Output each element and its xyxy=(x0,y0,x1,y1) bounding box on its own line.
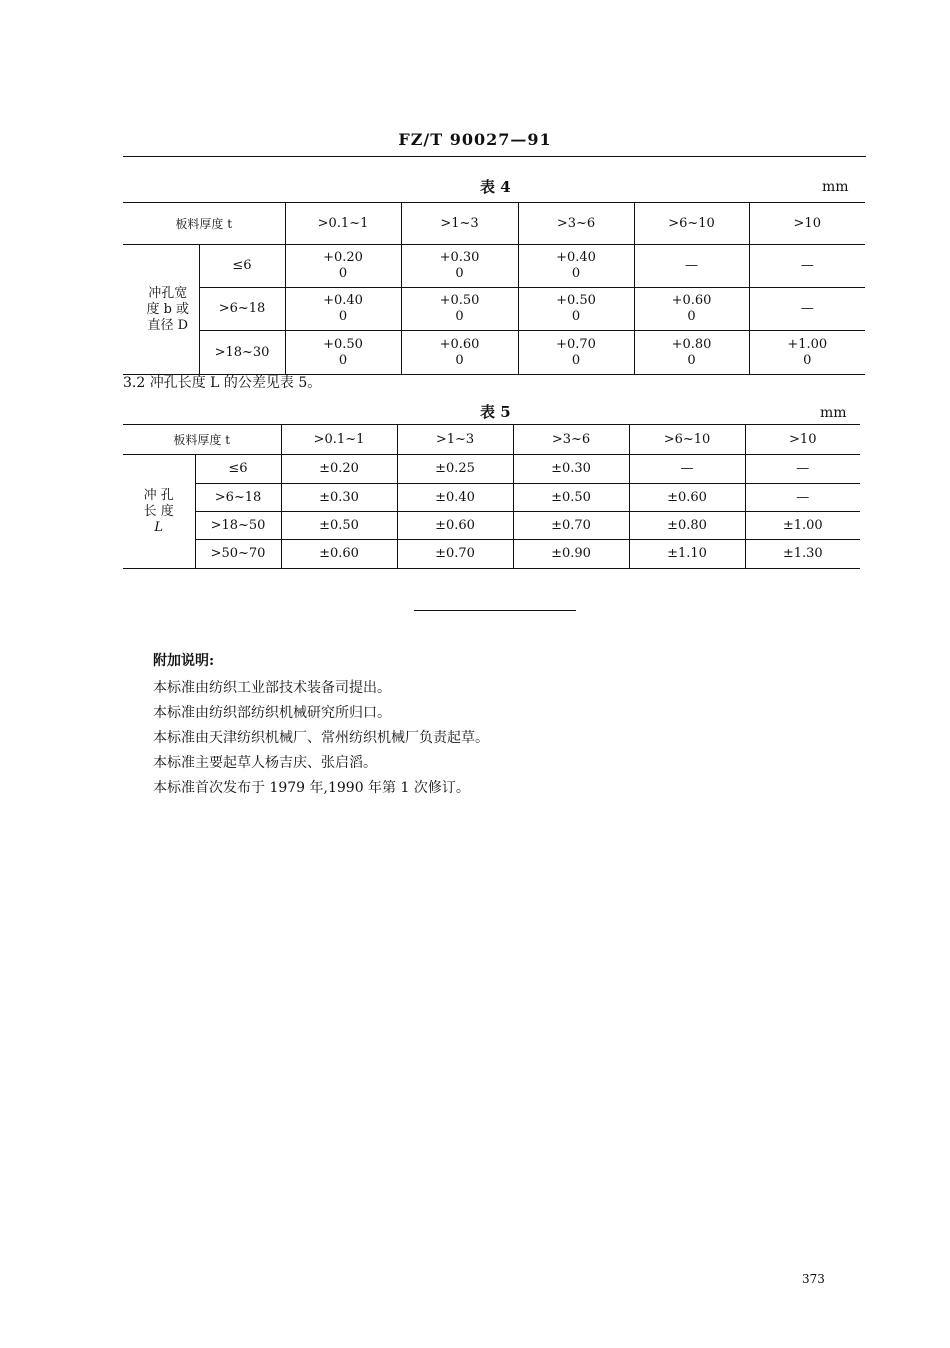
lower-deviation: 0 xyxy=(455,352,464,368)
table4-cell: — xyxy=(749,288,865,331)
upper-deviation: +0.60 xyxy=(671,293,712,308)
table4-corner-label: 板料厚度 t xyxy=(123,203,285,245)
table-row xyxy=(123,455,860,484)
note-line: 本标准由纺织工业部技术装备司提出。 xyxy=(153,680,391,696)
table4-cell xyxy=(518,245,634,288)
upper-deviation: +0.60 xyxy=(439,336,480,352)
lower-deviation: 0 xyxy=(338,309,348,324)
table5-row-range: >6~18 xyxy=(195,484,281,512)
table5-cell: ±0.20 xyxy=(281,455,397,484)
table5-cell: ±1.30 xyxy=(745,540,860,569)
lower-deviation: 0 xyxy=(571,266,581,281)
upper-deviation: +0.50 xyxy=(439,293,480,308)
table5-cell: ±0.60 xyxy=(397,512,513,540)
table4-side-label xyxy=(123,245,199,375)
table5-cell: ±0.80 xyxy=(629,512,745,540)
table5-cell: ±0.70 xyxy=(397,540,513,569)
table-row xyxy=(123,331,865,375)
side-label-line: 直径 D xyxy=(147,317,189,333)
table4-row-range: >6~18 xyxy=(199,288,285,331)
table5-cell: ±0.70 xyxy=(513,512,629,540)
table5-cell: ±0.30 xyxy=(281,484,397,512)
table5-cell: ±0.30 xyxy=(513,455,629,484)
table4-cell: — xyxy=(634,245,749,288)
table4-cell xyxy=(285,331,401,375)
table4-cell xyxy=(634,331,749,375)
table4-col-header: >1~3 xyxy=(401,203,518,245)
table-row xyxy=(123,245,865,288)
table5 xyxy=(123,424,860,569)
table5-cell: — xyxy=(745,455,860,484)
header-rule xyxy=(123,156,866,157)
table4-cell xyxy=(749,331,865,375)
table4-cell xyxy=(401,245,518,288)
upper-deviation: +0.40 xyxy=(323,293,363,308)
lower-deviation: 0 xyxy=(338,266,348,281)
upper-deviation: +0.30 xyxy=(439,250,480,265)
lower-deviation: 0 xyxy=(571,309,581,324)
table5-cell: — xyxy=(745,484,860,512)
table5-col-header: >0.1~1 xyxy=(281,425,397,455)
end-of-standard-rule xyxy=(414,610,576,611)
upper-deviation: +0.70 xyxy=(556,336,596,352)
table4 xyxy=(123,202,865,375)
table5-cell: ±0.90 xyxy=(513,540,629,569)
notes-title: 附加说明: xyxy=(153,653,215,669)
upper-deviation: +0.40 xyxy=(556,250,596,265)
table4-cell xyxy=(401,288,518,331)
table4-col-header: >0.1~1 xyxy=(285,203,401,245)
lower-deviation: 0 xyxy=(687,309,696,324)
lower-deviation: 0 xyxy=(571,352,581,368)
table5-cell: ±1.00 xyxy=(745,512,860,540)
upper-deviation: +0.80 xyxy=(671,336,712,352)
table4-cell xyxy=(285,288,401,331)
side-label-line: L xyxy=(154,519,164,535)
table5-unit: mm xyxy=(820,405,847,421)
side-label-line: 冲孔宽 xyxy=(148,285,188,301)
table-row xyxy=(123,512,860,540)
table5-col-header: >1~3 xyxy=(397,425,513,455)
table5-col-header: >10 xyxy=(745,425,860,455)
table4-row-range: >18~30 xyxy=(199,331,285,375)
table4-cell xyxy=(518,331,634,375)
table5-title: 表 5 xyxy=(480,403,511,421)
table5-cell: ±0.50 xyxy=(281,512,397,540)
note-line: 本标准由纺织部纺织机械研究所归口。 xyxy=(153,705,391,721)
table-row xyxy=(123,540,860,569)
table4-header-row xyxy=(123,203,865,245)
table5-cell: ±0.25 xyxy=(397,455,513,484)
table4-title: 表 4 xyxy=(480,178,511,196)
note-line: 本标准首次发布于 1979 年,1990 年第 1 次修订。 xyxy=(153,780,470,796)
side-label-line: 度 b 或 xyxy=(146,301,190,317)
side-label-line: 冲 孔 xyxy=(143,487,174,503)
table4-cell xyxy=(285,245,401,288)
lower-deviation: 0 xyxy=(338,352,348,368)
table5-cell: ±0.50 xyxy=(513,484,629,512)
table5-corner-label: 板料厚度 t xyxy=(123,425,281,455)
lower-deviation: 0 xyxy=(687,352,696,368)
table4-row-range: ≤6 xyxy=(199,245,285,288)
table5-cell: ±0.40 xyxy=(397,484,513,512)
side-label-line: 长 度 xyxy=(143,503,174,519)
note-line: 本标准主要起草人杨吉庆、张启滔。 xyxy=(153,755,377,771)
clause-3-2: 3.2 冲孔长度 L 的公差见表 5。 xyxy=(123,375,322,391)
table5-cell: ±0.60 xyxy=(629,484,745,512)
table5-row-range: >18~50 xyxy=(195,512,281,540)
table5-cell: ±1.10 xyxy=(629,540,745,569)
lower-deviation: 0 xyxy=(803,352,812,368)
table5-row-range: ≤6 xyxy=(195,455,281,484)
table5-cell: ±0.60 xyxy=(281,540,397,569)
table-row xyxy=(123,288,865,331)
table5-cell: — xyxy=(629,455,745,484)
table4-cell xyxy=(518,288,634,331)
lower-deviation: 0 xyxy=(455,266,464,281)
table4-unit: mm xyxy=(822,179,849,195)
upper-deviation: +0.50 xyxy=(556,293,596,308)
table4-cell xyxy=(401,331,518,375)
upper-deviation: +0.50 xyxy=(323,336,363,352)
standard-code: FZ/T 90027—91 xyxy=(398,130,552,149)
table5-col-header: >3~6 xyxy=(513,425,629,455)
table5-side-label xyxy=(123,455,195,569)
table5-header-row xyxy=(123,425,860,455)
table5-row-range: >50~70 xyxy=(195,540,281,569)
page-number: 373 xyxy=(802,1272,825,1286)
table4-col-header: >3~6 xyxy=(518,203,634,245)
table5-col-header: >6~10 xyxy=(629,425,745,455)
table4-col-header: >10 xyxy=(749,203,865,245)
upper-deviation: +1.00 xyxy=(787,336,828,352)
table4-cell xyxy=(634,288,749,331)
table4-col-header: >6~10 xyxy=(634,203,749,245)
note-line: 本标准由天津纺织机械厂、常州纺织机械厂负责起草。 xyxy=(153,730,489,746)
upper-deviation: +0.20 xyxy=(323,250,363,265)
table-row xyxy=(123,484,860,512)
table4-cell: — xyxy=(749,245,865,288)
lower-deviation: 0 xyxy=(455,309,464,324)
